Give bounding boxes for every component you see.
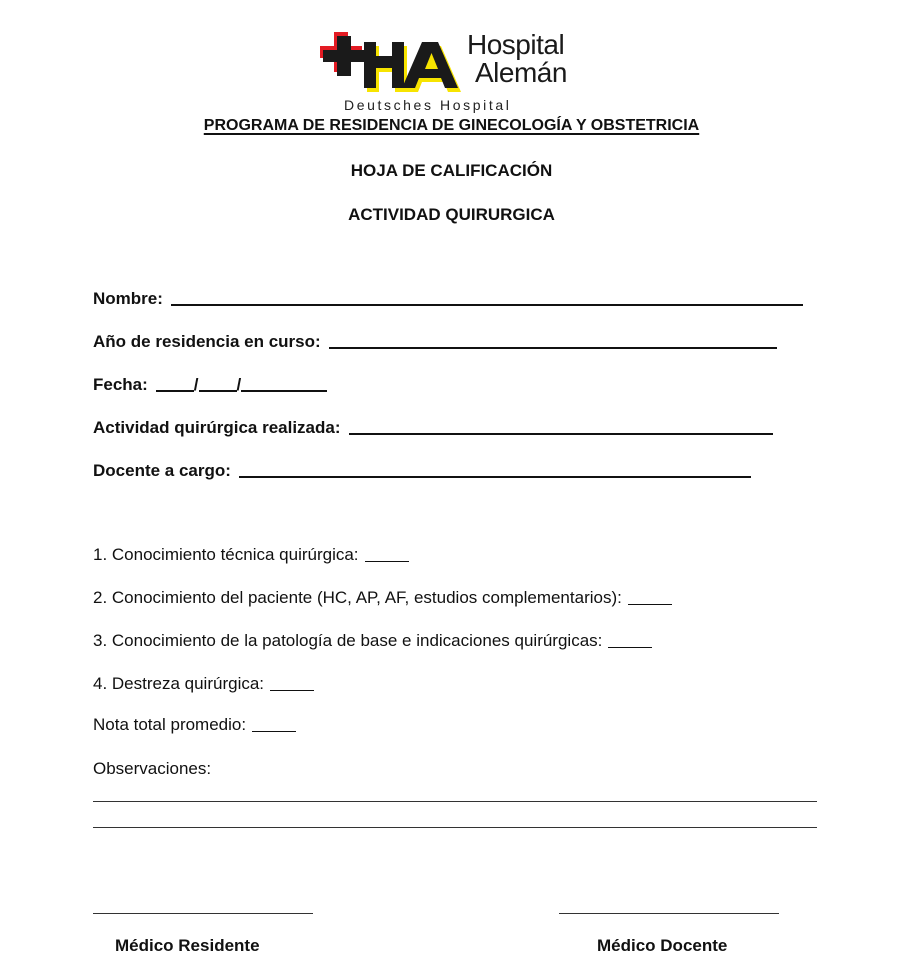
fecha-separator: / [193, 375, 199, 394]
docente-input-line[interactable] [239, 475, 751, 478]
criterion-item[interactable] [93, 588, 672, 608]
teacher-signature-line[interactable] [559, 913, 779, 914]
fecha-separator: / [236, 375, 242, 394]
criterion-item[interactable] [93, 545, 409, 565]
observations-label: Observaciones: [93, 759, 212, 778]
fecha-year-line[interactable] [241, 389, 327, 392]
resident-signature-line[interactable] [93, 913, 313, 914]
criterion-label: 3. Conocimiento de la patología de base e indicaciones quirúrgicas: [93, 631, 603, 650]
teacher-signature-label: Médico Docente [597, 936, 728, 955]
actividad-input-line[interactable] [349, 432, 773, 435]
total-score-field[interactable] [93, 715, 296, 735]
criterion-score-line[interactable] [365, 561, 409, 562]
observations-line[interactable] [93, 801, 817, 802]
page-title: HOJA DE CALIFICACIÓN [350, 161, 553, 180]
nombre-input-line[interactable] [171, 303, 803, 306]
docente-label: Docente a cargo: [93, 461, 231, 480]
criterion-label: 4. Destreza quirúrgica: [93, 674, 265, 693]
docente-field[interactable] [93, 461, 751, 481]
criterion-score-line[interactable] [628, 604, 672, 605]
total-score-line[interactable] [252, 731, 296, 732]
anio-field[interactable] [93, 332, 777, 352]
ha-cross-logo-icon [320, 28, 470, 98]
criterion-score-line[interactable] [270, 690, 314, 691]
nombre-field[interactable] [93, 289, 803, 309]
criterion-item[interactable] [93, 674, 314, 694]
nombre-label: Nombre: [93, 289, 163, 308]
page-subtitle: ACTIVIDAD QUIRURGICA [348, 205, 555, 224]
hospital-logo [320, 28, 590, 118]
criterion-score-line[interactable] [608, 647, 652, 648]
anio-label: Año de residencia en curso: [93, 332, 321, 351]
criterion-label: 1. Conocimiento técnica quirúrgica: [93, 545, 359, 564]
resident-signature-label: Médico Residente [115, 936, 260, 955]
actividad-field[interactable] [93, 418, 773, 438]
observations-line[interactable] [93, 827, 817, 828]
logo-name-line1: Hospital [467, 29, 565, 60]
actividad-label: Actividad quirúrgica realizada: [93, 418, 341, 437]
program-heading-text: PROGRAMA DE RESIDENCIA DE GINECOLOGÍA Y OBSTETRICIA [203, 117, 700, 134]
logo-name-line2: Alemán [475, 57, 567, 88]
fecha-day-line[interactable] [156, 389, 194, 392]
fecha-label: Fecha: [93, 375, 148, 394]
total-score-label: Nota total promedio: [93, 715, 247, 734]
criterion-label: 2. Conocimiento del paciente (HC, AP, AF, estudios complementarios): [93, 588, 622, 607]
program-heading [0, 117, 903, 135]
logo-subtitle: Deutsches Hospital [344, 97, 512, 113]
anio-input-line[interactable] [329, 346, 777, 349]
fecha-field[interactable] [93, 375, 327, 395]
fecha-month-line[interactable] [199, 389, 237, 392]
criterion-item[interactable] [93, 631, 652, 651]
